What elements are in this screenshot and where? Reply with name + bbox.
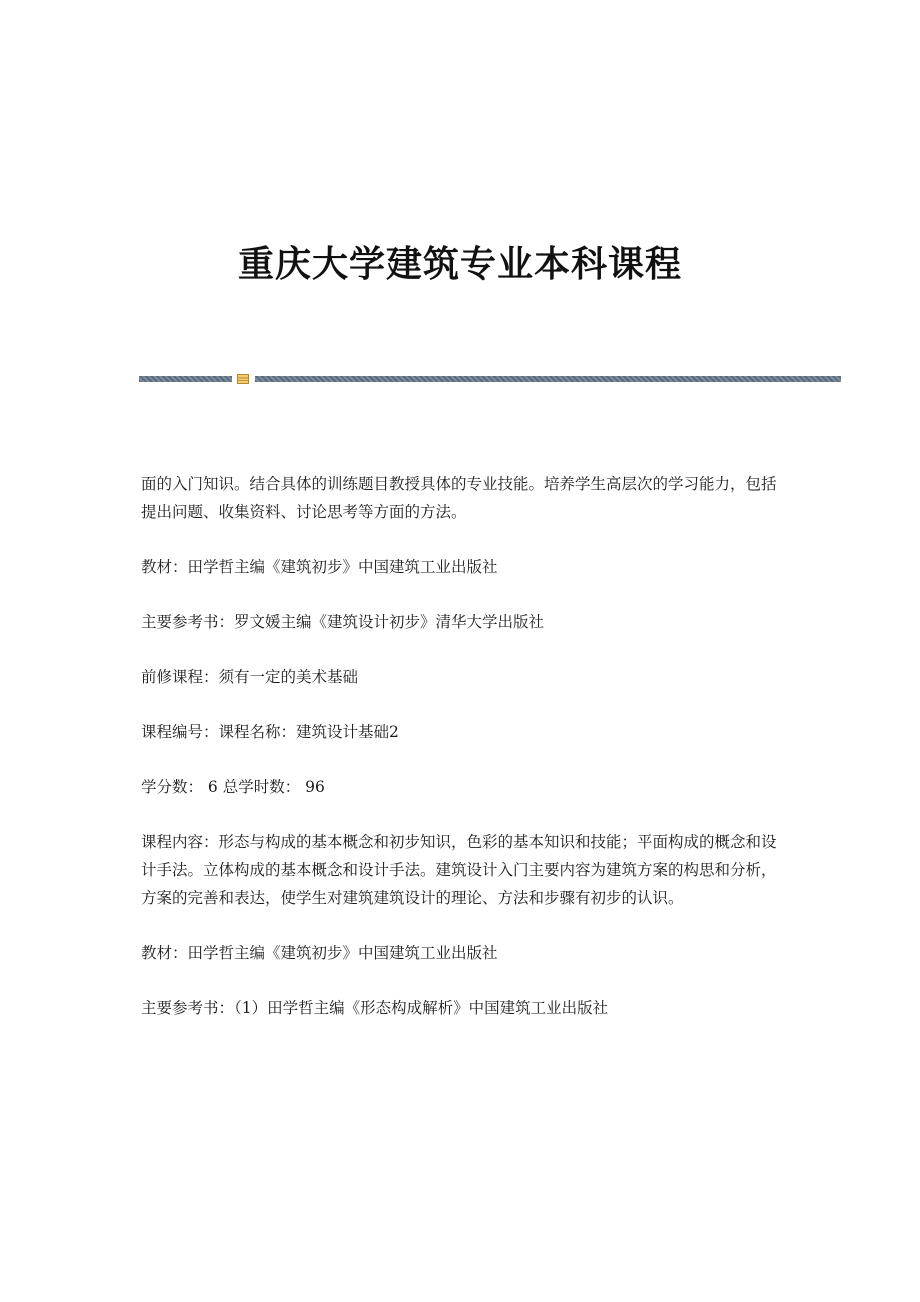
envelope-ornament-icon bbox=[237, 374, 249, 384]
paragraph-course-content: 课程内容：形态与构成的基本概念和初步知识，色彩的基本知识和技能；平面构成的概念和设计手法。立体构成的基本概念和设计手法。建筑设计入门主要内容为建筑方案的构思和分析，方案的完善和表达，使学生对建筑建筑设计的理论、方法和步骤有初步的认识。 bbox=[141, 833, 777, 907]
paragraph-textbook: 教材：田学哲主编《建筑初步》中国建筑工业出版社 bbox=[141, 558, 498, 576]
paragraph-credits: 学分数： 6 总学时数： 96 bbox=[141, 778, 325, 796]
page-title: 重庆大学建筑专业本科课程 bbox=[237, 243, 682, 286]
title-divider bbox=[139, 374, 841, 384]
divider-bar-left bbox=[139, 376, 232, 382]
paragraph-reference-books: 主要参考书：罗文媛主编《建筑设计初步》清华大学出版社 bbox=[141, 613, 545, 631]
divider-bar-right bbox=[255, 376, 841, 382]
paragraph-intro: 面的入门知识。结合具体的训练题目教授具体的专业技能。培养学生高层次的学习能力，包括提出问题、收集资料、讨论思考等方面的方法。 bbox=[141, 475, 777, 521]
paragraph-reference-books-2: 主要参考书：（1）田学哲主编《形态构成解析》中国建筑工业出版社 bbox=[141, 999, 609, 1017]
paragraph-prerequisite: 前修课程：须有一定的美术基础 bbox=[141, 668, 359, 686]
paragraph-textbook-2: 教材：田学哲主编《建筑初步》中国建筑工业出版社 bbox=[141, 944, 498, 962]
document-body bbox=[141, 470, 781, 1049]
paragraph-course-code: 课程编号：课程名称：建筑设计基础2 bbox=[141, 723, 399, 741]
